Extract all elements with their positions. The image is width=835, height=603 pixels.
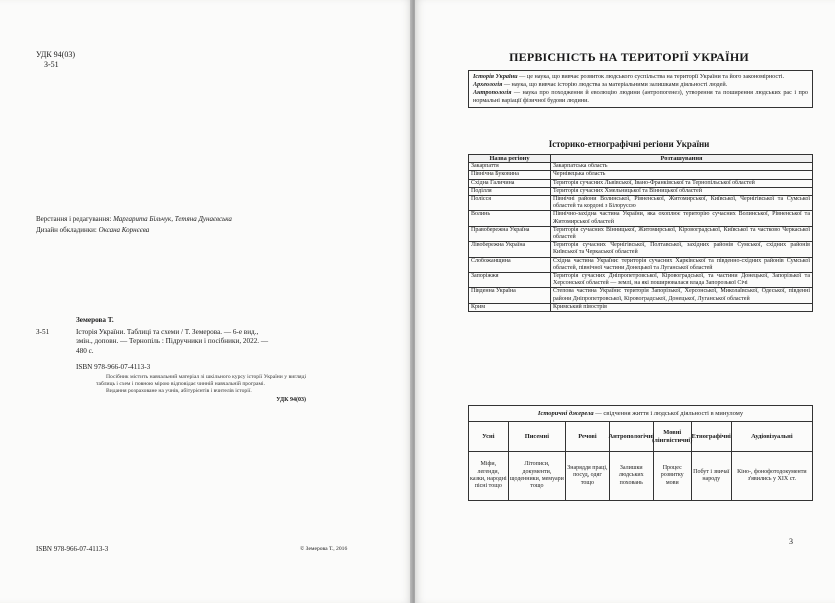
author-code: З-51	[36, 327, 50, 336]
region-location: Чернівецька область	[551, 171, 813, 179]
table-row	[469, 226, 813, 241]
source-type: Усні	[469, 422, 508, 452]
table-row	[469, 187, 813, 195]
sources-caption-term: Історичні джерела	[537, 410, 594, 417]
credits	[36, 214, 232, 236]
credits-design	[36, 225, 232, 236]
source-examples: Літописи, документи, щоденники, мемуари тощо	[509, 461, 564, 490]
region-location: Територія сучасних Чернігівської, Полтавської, західних районів Сумської, східних районів Київської та Черкаської областей	[551, 242, 813, 257]
annotation-paragraph-2: Видання розраховане на учнів, абітурієнтів і вчителів історії.	[106, 388, 252, 395]
region-location: Закарпатська область	[551, 163, 813, 171]
source-column	[469, 422, 509, 500]
page-number: 3	[789, 537, 793, 546]
region-location: Територія сучасних Хмельницької та Вінницької областей	[551, 187, 813, 195]
region-location: Територія сучасних Львівської, Івано-Франківської та Тернопільської областей	[551, 179, 813, 187]
source-type: Аудіовізуальні	[732, 422, 812, 452]
bib-row-3	[36, 347, 356, 357]
region-name: Східна Галичина	[469, 179, 551, 187]
page-title: ПЕРВІСНІСТЬ НА ТЕРИТОРІЇ УКРАЇНИ	[509, 50, 749, 64]
bibliographic-record	[36, 316, 356, 373]
source-examples: Залишки людських поховань	[618, 464, 644, 486]
definition-text: — це наука, що вивчає розвиток людського суспільства на території України та його закономірності.	[517, 73, 785, 80]
header-location: Розташування	[551, 155, 813, 163]
definition-history	[473, 73, 808, 81]
header-name: Назва регіону	[469, 155, 551, 163]
region-location: Північні райони Волинської, Рівненської, Житомирської, Київської, Чернігівської та Сумської областей та кордоні з Білоруссю	[551, 196, 813, 211]
region-name: Поділля	[469, 187, 551, 195]
table-row	[469, 303, 813, 311]
source-column	[654, 422, 692, 500]
bib-row-1	[36, 328, 356, 338]
sources-caption-text: — свідчення життя і людської діяльності в минулому	[593, 410, 744, 417]
sources-box	[468, 405, 813, 501]
region-location: Степова частина України: територія Запорізької, Херсонської, Миколаївської, Одеської, південні райони Дніпропетровської, Кіровоградської, Донецької, Луганської областей	[551, 288, 813, 303]
sources-caption	[469, 406, 812, 422]
definition-term: Історія України	[473, 73, 518, 80]
udk-number: УДК 94(03)	[36, 50, 75, 59]
region-name: Лівобережна Україна	[469, 242, 551, 257]
definition-term: Антропологія	[473, 89, 512, 96]
table-row	[469, 257, 813, 272]
source-type: Антропологічні	[610, 422, 653, 452]
right-page	[415, 0, 835, 603]
sources-grid	[469, 422, 812, 500]
source-column	[566, 422, 610, 500]
bib-line-2: змін., доповн. — Тернопіль : Підручники і посібники, 2022. —	[76, 337, 269, 345]
region-location: Територія сучасних Дніпропетровської, Кіровоградської, та частини Донецької, Запорізької та Херсонської областей — землі, на які поширювалася влада Запорозької Січі	[551, 273, 813, 288]
table-row	[469, 171, 813, 179]
table-row	[469, 163, 813, 171]
definition-archaeology	[473, 81, 808, 89]
region-location: Північно-західна частина України, яка охоплює територію сучасних Волинської, Рівненської та Житомирської областей	[551, 211, 813, 226]
credits-editing	[36, 214, 232, 225]
region-location: Територія сучасних Вінницької, Житомирської, Кіровоградської, Київської та частково Черкаської областей	[551, 226, 813, 241]
source-column	[692, 422, 732, 500]
source-type: Мовні (лінгвістичні)	[654, 422, 691, 452]
region-name: Правобережна Україна	[469, 226, 551, 241]
table-row	[469, 242, 813, 257]
source-column	[610, 422, 654, 500]
bib-row-2	[36, 337, 356, 347]
regions-title: Історико-етнографічні регіони України	[548, 139, 710, 149]
table-row	[469, 179, 813, 187]
region-name: Південна Україна	[469, 288, 551, 303]
source-type: Етнографічні	[692, 422, 731, 452]
source-examples: Побут і звичаї народу	[693, 468, 730, 482]
region-location: Східна частина України: територія сучасних Харківської та південно-східних районів Сумської областей, північної частини Донецької та Луганської областей	[551, 257, 813, 272]
isbn: ISBN 978-966-07-4113-3	[76, 363, 151, 371]
region-name: Запоріжжя	[469, 273, 551, 288]
region-name: Слобожанщина	[469, 257, 551, 272]
definition-term: Археологія	[473, 81, 503, 88]
annotation	[96, 374, 306, 404]
region-name: Закарпаття	[469, 163, 551, 171]
credits-design-name: Оксана Корнєєва	[98, 226, 150, 234]
credits-editing-names: Маргарита Більчук, Тетяна Дунаєвська	[113, 215, 232, 223]
region-name: Північна Буковина	[469, 171, 551, 179]
credits-editing-label: Верстання і редагування:	[36, 215, 112, 223]
definition-anthropology	[473, 89, 808, 105]
regions-table	[468, 154, 813, 312]
source-examples: Знаряддя праці, посуд, одяг тощо	[567, 464, 608, 486]
udk-code: З-51	[44, 60, 59, 69]
source-examples: Процес розвитку мови	[660, 464, 684, 486]
table-row	[469, 211, 813, 226]
definitions-box	[468, 70, 813, 108]
source-type: Писемні	[509, 422, 565, 452]
copyright: © Земерова Т., 2016	[300, 546, 348, 552]
source-type: Речові	[566, 422, 609, 452]
definition-text: — наука, що вивчає історію людства за матеріальними залишками діяльності людей.	[502, 81, 728, 88]
source-examples: Міфи, легенди, казки, народні пісні тощо	[470, 461, 507, 490]
annotation-paragraph-1: Посібник містить навчальний матеріал зі шкільного курсу історії України у вигляді таблиць і схем і повною мірою відповідає чинній навчальній програмі.	[96, 374, 306, 388]
bib-line-1: Історія України. Таблиці та схеми / Т. Земерова. — 6-е вид.,	[76, 327, 259, 336]
author-name: Земерова Т.	[76, 316, 114, 324]
left-page	[0, 0, 412, 603]
region-location: Кримський півострів	[551, 303, 813, 311]
table-row	[469, 196, 813, 211]
source-examples: Кіно-, фонофотодокументи з'явились у XIX ст.	[737, 468, 807, 482]
region-name: Крим	[469, 303, 551, 311]
region-name: Волинь	[469, 211, 551, 226]
table-row	[469, 273, 813, 288]
udk-block	[36, 50, 75, 70]
source-column	[509, 422, 566, 500]
region-name: Полісся	[469, 196, 551, 211]
source-column	[732, 422, 812, 500]
annotation-udk: УДК 94(03)	[276, 396, 306, 403]
definition-text: — наука про походження й еволюцію людини (антропогенез), утворення та поширення людських рас і про нормальні варіації фізичної будови людини.	[473, 89, 808, 104]
table-header-row	[469, 155, 813, 163]
bib-line-3: 480 с.	[76, 346, 94, 355]
isbn-bottom: ISBN 978-966-07-4113-3	[36, 545, 109, 553]
table-row	[469, 288, 813, 303]
credits-design-label: Дизайн обкладинки:	[36, 226, 97, 234]
